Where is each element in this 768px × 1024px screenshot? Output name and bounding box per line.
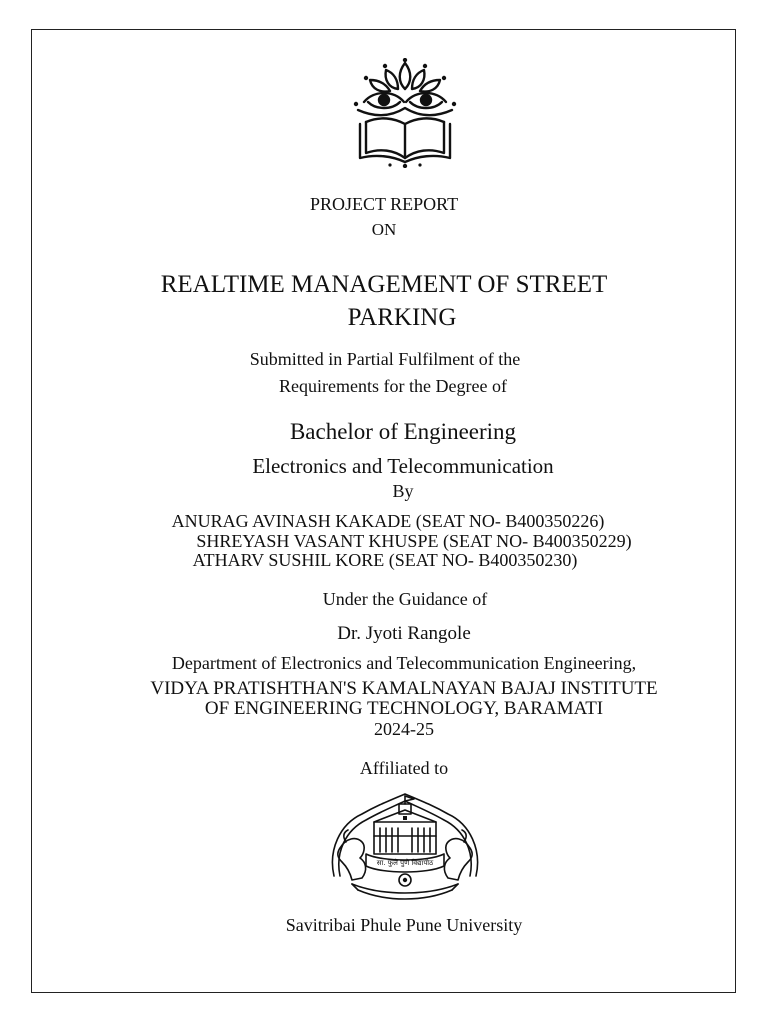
student-name: SHREYASH VASANT KHUSPE (SEAT NO- B400350229) xyxy=(196,531,632,551)
affiliated-label: Affiliated to xyxy=(359,758,449,778)
university-seal-icon xyxy=(322,792,488,904)
report-on: ON xyxy=(371,220,397,239)
degree-name: Bachelor of Engineering xyxy=(289,419,517,444)
academic-year: 2024-25 xyxy=(374,719,434,739)
project-title-line2: PARKING xyxy=(347,304,457,331)
institute-lotus-book-emblem-icon xyxy=(352,58,458,168)
university-name: Savitribai Phule Pune University xyxy=(285,915,523,935)
student-name: ATHARV SUSHIL KORE (SEAT NO- B400350230) xyxy=(192,550,578,570)
institute-name-line1: VIDYA PRATISHTHAN'S KAMALNAYAN BAJAJ INSTITUTE xyxy=(150,678,658,699)
submission-statement-line2: Requirements for the Degree of xyxy=(279,376,507,396)
guide-name: Dr. Jyoti Rangole xyxy=(337,623,471,644)
branch-name: Electronics and Telecommunication xyxy=(252,454,554,478)
university-seal-text: सा. फुले पुणे विद्यापीठ xyxy=(376,859,434,867)
department-name: Department of Electronics and Telecommunication Engineering, xyxy=(171,653,637,673)
project-title-line1: REALTIME MANAGEMENT OF STREET xyxy=(160,271,608,298)
submission-statement-line1: Submitted in Partial Fulfilment of the xyxy=(249,349,521,369)
institute-name-line2: OF ENGINEERING TECHNOLOGY, BARAMATI xyxy=(204,698,604,719)
report-heading: PROJECT REPORT xyxy=(309,194,459,214)
student-name: ANURAG AVINASH KAKADE (SEAT NO- B400350226) xyxy=(171,511,605,531)
by-label: By xyxy=(392,481,414,501)
guidance-label: Under the Guidance of xyxy=(322,589,488,609)
